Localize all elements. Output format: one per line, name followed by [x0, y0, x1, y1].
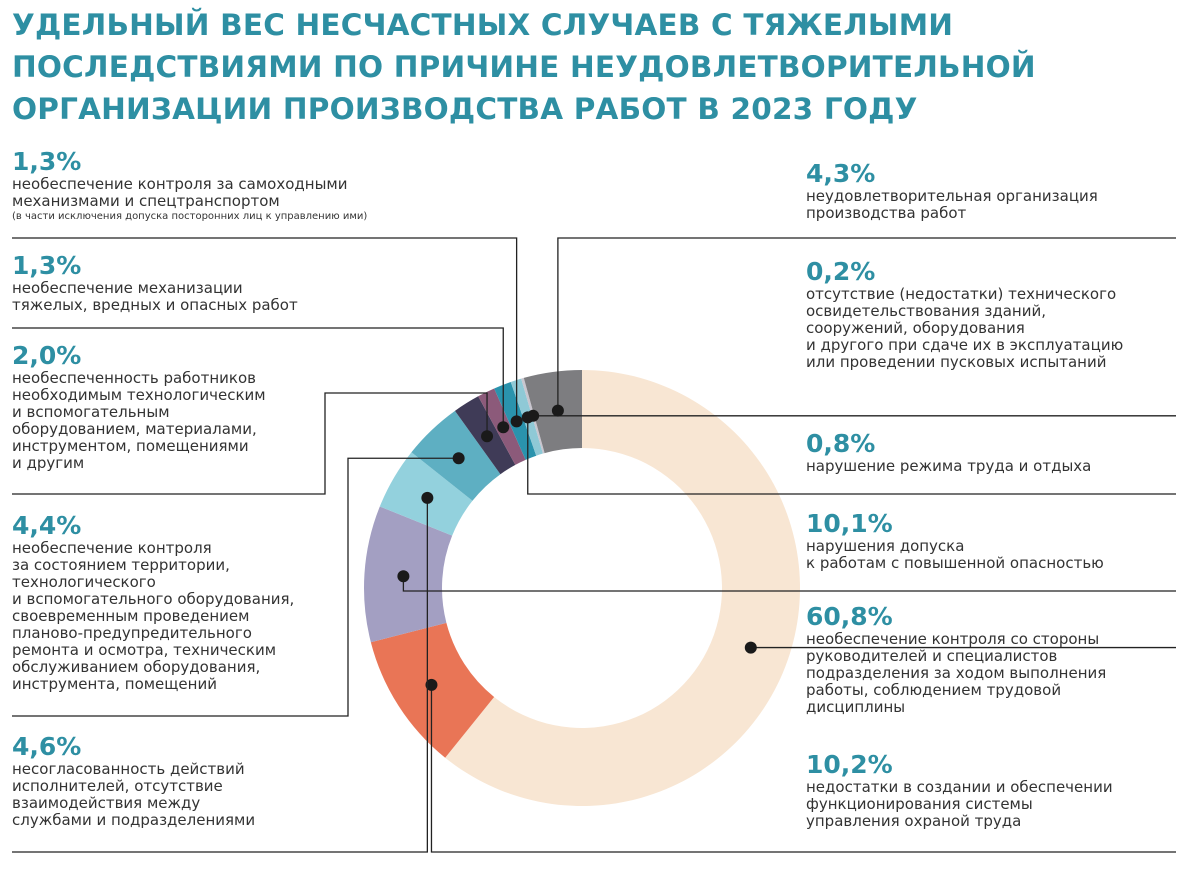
leader-dot-territory-control: [453, 452, 465, 464]
label-supervision: [806, 603, 1196, 716]
label-value: 2,0%: [12, 341, 82, 370]
label-territory-control: [12, 512, 352, 693]
label-text: необеспечение контроля за состоянием территории, технологического и вспомогательного оборудования, своевременным проведением планово-предупредительного ремонта и осмотра, техническим обслуживанием оборудования, инструмента, помещений: [12, 539, 295, 693]
leader-dot-admission-violation: [397, 570, 409, 582]
label-text: недостатки в создании и обеспечении функционирования системы управления охраной труда: [806, 778, 1113, 830]
label-value: 60,8%: [806, 602, 893, 631]
label-text: необеспечение контроля со стороны руководителей и специалистов подразделения за ходом выполнения работы, соблюдением трудовой дисциплины: [806, 630, 1107, 716]
label-admission-violation: [806, 510, 1196, 572]
label-text: нарушения допуска к работам с повышенной опасностью: [806, 537, 1104, 572]
label-note: (в части исключения допуска посторонних лиц к управлению ими): [12, 211, 368, 222]
label-mechanization: [12, 252, 432, 314]
leader-dot-self-propelled-control: [511, 415, 523, 427]
label-inconsistency: [12, 733, 352, 829]
label-text: нарушение режима труда и отдыха: [806, 457, 1092, 475]
label-value: 10,1%: [806, 509, 893, 538]
leader-dot-equipment-provision: [481, 430, 493, 442]
label-value: 0,8%: [806, 429, 876, 458]
label-text: необеспечение контроля за самоходными механизмами и спецтранспортом: [12, 175, 348, 210]
leader-dot-mechanization: [497, 421, 509, 433]
label-text: отсутствие (недостатки) технического освидетельствования зданий, сооружений, оборудования и другого при сдаче их в эксплуатацию или проведении пусковых испытаний: [806, 285, 1124, 371]
label-value: 4,3%: [806, 159, 876, 188]
label-text: неудовлетворительная организация производства работ: [806, 187, 1098, 222]
leader-dot-technical-inspection: [527, 410, 539, 422]
label-technical-inspection: [806, 258, 1196, 371]
leader-dot-inconsistency: [421, 492, 433, 504]
label-value: 1,3%: [12, 147, 82, 176]
label-safety-system: [806, 751, 1196, 830]
label-value: 1,3%: [12, 251, 82, 280]
leader-dot-supervision: [745, 642, 757, 654]
label-text: необеспечение механизации тяжелых, вредных и опасных работ: [12, 279, 298, 314]
label-work-rest-regime: [806, 430, 1196, 475]
label-equipment-provision: [12, 342, 342, 472]
label-value: 0,2%: [806, 257, 876, 286]
label-text: необеспеченность работников необходимым технологическим и вспомогательным оборудованием, материалами, инструментом, помещениями и другим: [12, 369, 266, 472]
label-self-propelled-control: [12, 148, 472, 223]
label-value: 4,6%: [12, 732, 82, 761]
label-text: несогласованность действий исполнителей, отсутствие взаимодействия между службами и подразделениями: [12, 760, 256, 829]
label-value: 10,2%: [806, 750, 893, 779]
label-value: 4,4%: [12, 511, 82, 540]
page-title: УДЕЛЬНЫЙ ВЕС НЕСЧАСТНЫХ СЛУЧАЕВ С ТЯЖЕЛЫМИ ПОСЛЕДСТВИЯМИ ПО ПРИЧИНЕ НЕУДОВЛЕТВОРИТЕЛЬНОЙ ОРГАНИЗАЦИИ ПРОИЗВОДСТВА РАБОТ В 2023 ГОДУ: [12, 8, 1036, 126]
label-poor-organization: [806, 160, 1196, 222]
leader-dot-poor-organization: [552, 405, 564, 417]
